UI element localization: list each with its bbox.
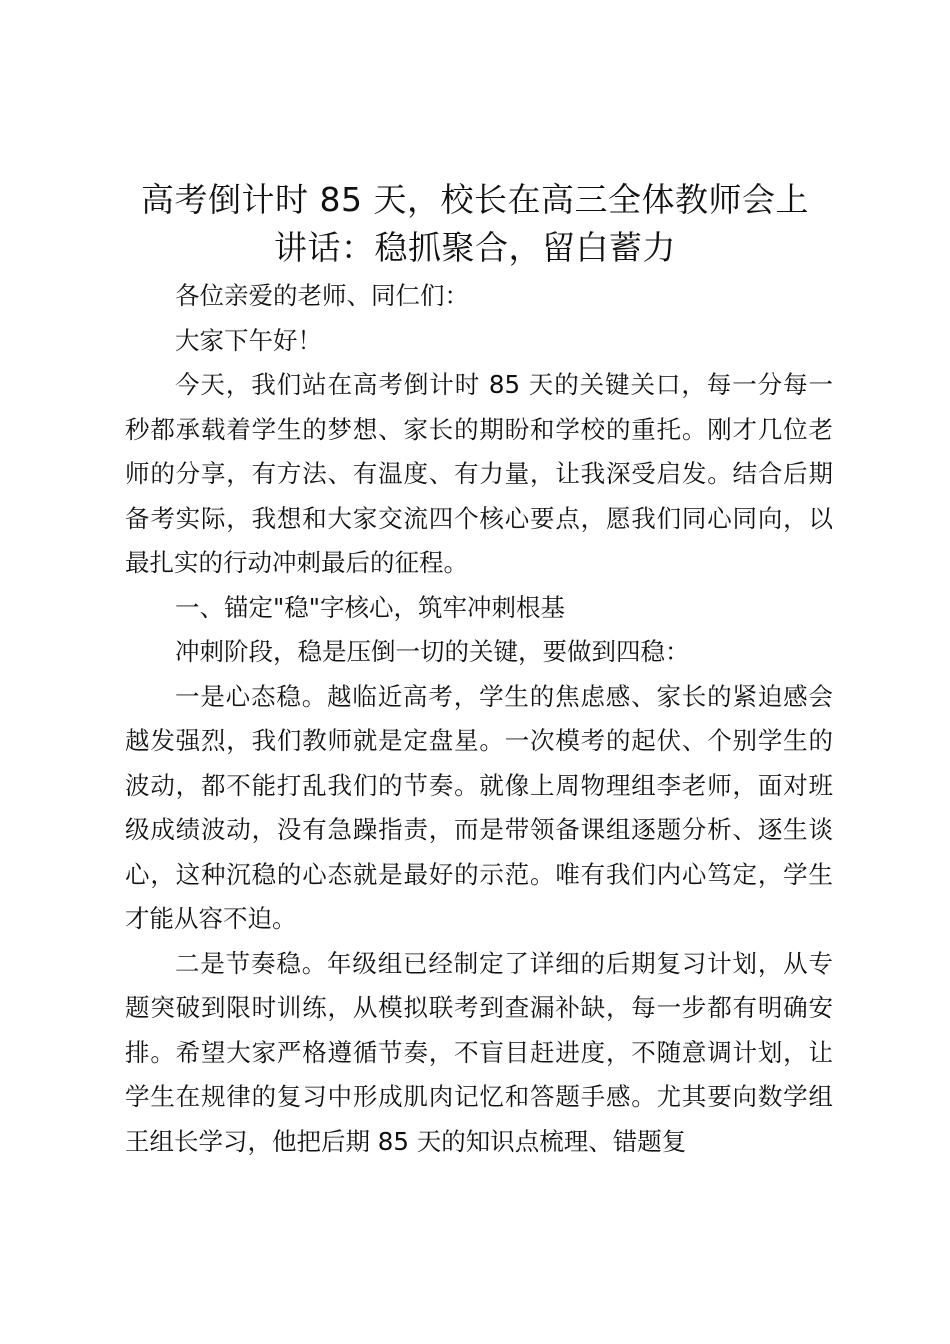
body-paragraph-intro: 今天，我们站在高考倒计时 85 天的关键关口，每一分每一秒都承载着学生的梦想、家长的期盼和学校的重托。刚才几位老师的分享，有方法、有温度、有力量，让我深受启发。结合后期备考实际，我想和大家交流四个核心要点，愿我们同心同向，以最扎实的行动冲刺最后的征程。 (125, 370, 833, 577)
document-page (125, 176, 835, 1164)
document-title: 高考倒计时 85 天，校长在高三全体教师会上讲话：稳抓聚合，留白蓄力 (141, 180, 809, 267)
salutation: 各位亲爱的老师、同仁们： (175, 281, 469, 310)
body-paragraph-four-stable: 冲刺阶段，稳是压倒一切的关键，要做到四稳： (175, 637, 690, 666)
greeting: 大家下午好！ (175, 325, 322, 355)
body-paragraph-rhythm: 二是节奏稳。年级组已经制定了详细的后期复习计划，从专题突破到限时训练，从模拟联考到查漏补缺，每一步都有明确安排。希望大家严格遵循节奏，不盲目赶进度，不随意调计划，让学生在规律的复习中形成肌肉记忆和答题手感。尤其要向数学组王组长学习，他把后期 85 天的知识点梳理、错题复 (125, 948, 833, 1156)
section-heading-1: 一、锚定"稳"字核心，筑牢冲刺根基 (175, 592, 566, 622)
document-body (125, 274, 835, 1164)
body-paragraph-mindset: 一是心态稳。越临近高考，学生的焦虑感、家长的紧迫感会越发强烈，我们教师就是定盘星。一次模考的起伏、个别学生的波动，都不能打乱我们的节奏。就像上周物理组李老师，面对班级成绩波动，没有急躁指责，而是带领备课组逐题分析、逐生谈心，这种沉稳的心态就是最好的示范。唯有我们内心笃定，学生才能从容不迫。 (125, 681, 833, 933)
